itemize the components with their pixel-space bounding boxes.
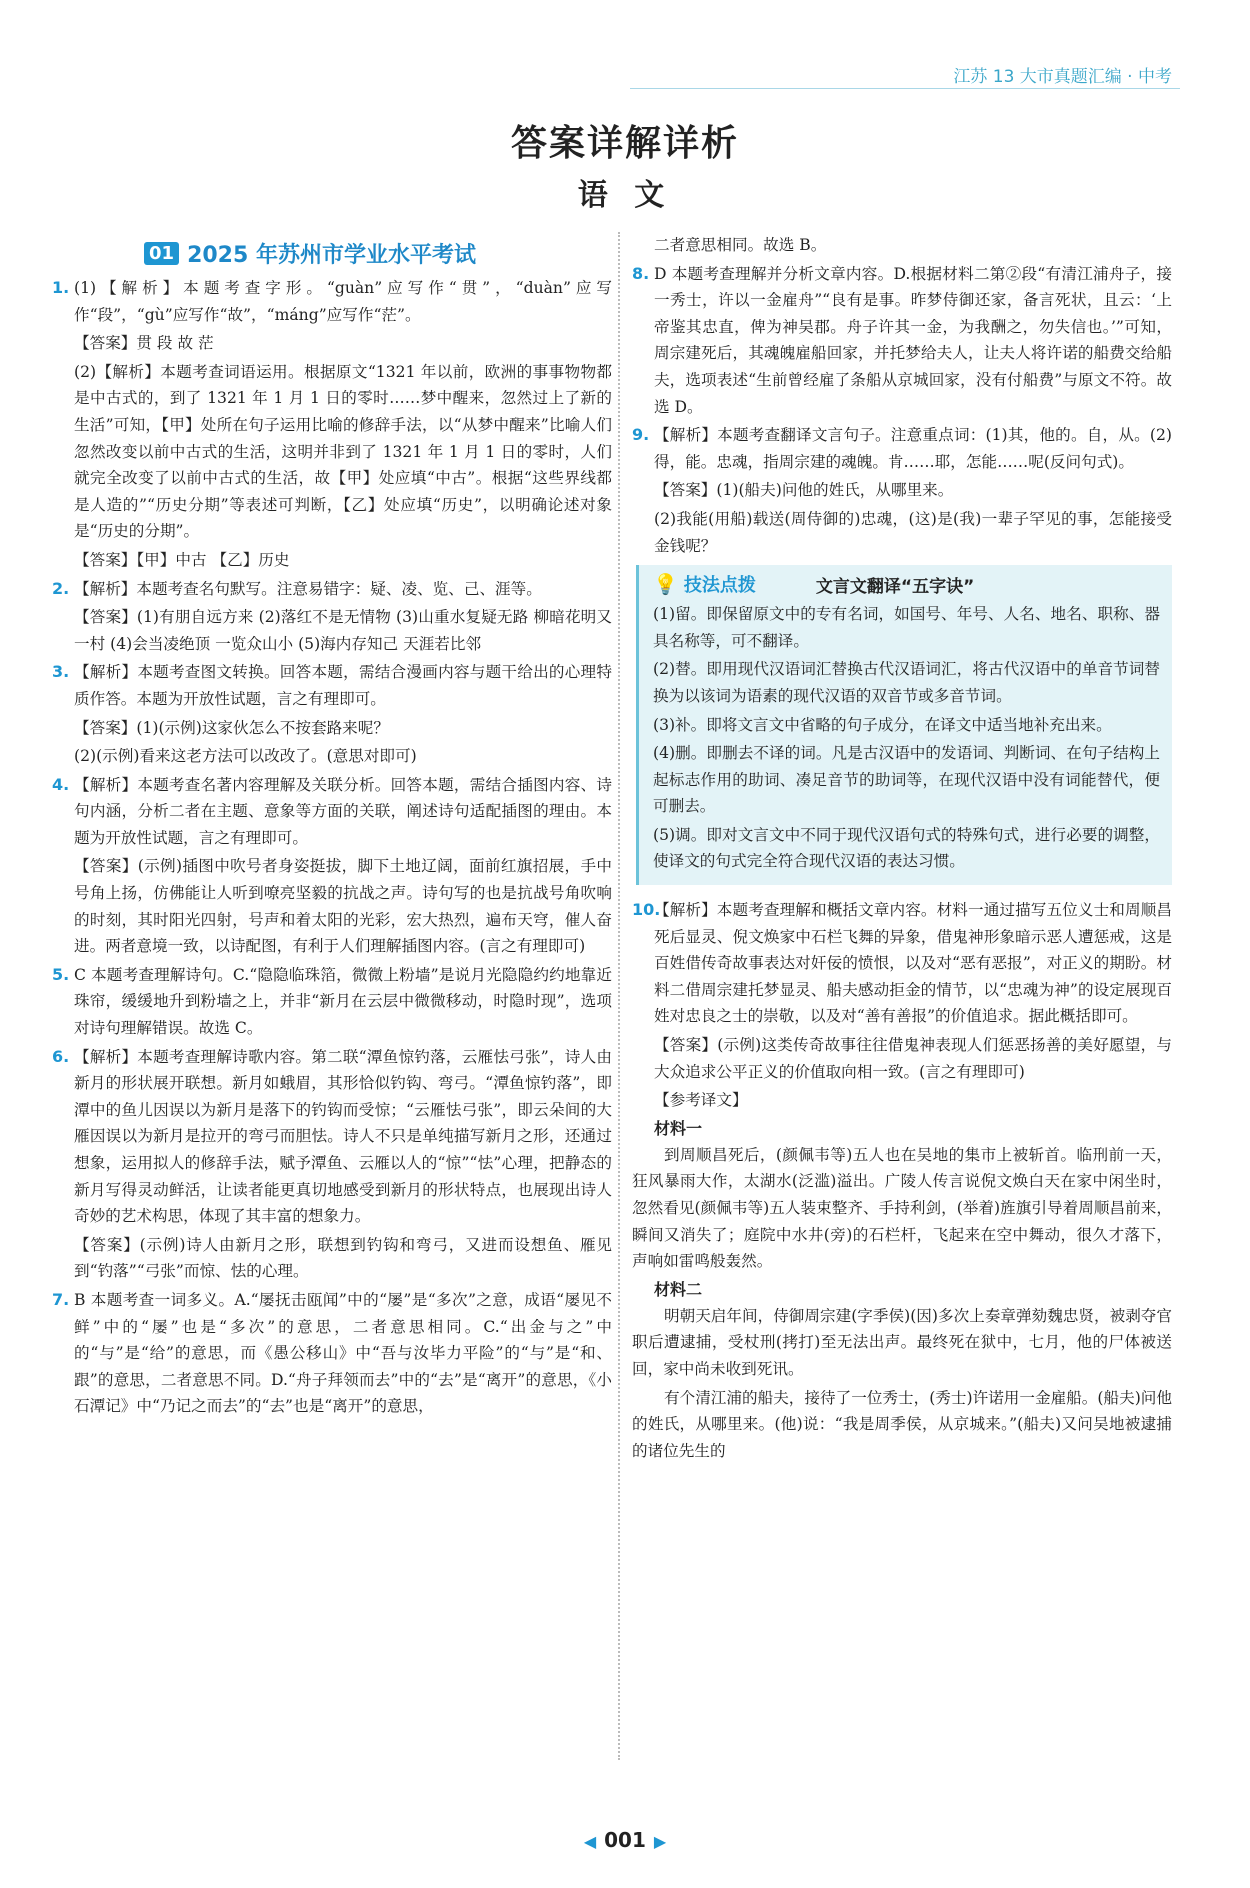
answer-text: 【解析】本题考查理解和概括文章内容。材料一通过描写五位义士和周顺昌死后显灵、倪文焕家中石栏飞舞的异象，借鬼神形象暗示恶人遭惩戒，这是百姓借传奇故事表达对奸佞的愤恨，以及对“恶有恶报”，对正义的期盼。材料二借周宗建托梦显灵、船夫感动拒金的情节，以“忠魂为神”的设定展现百姓对忠良之士的崇敬，以及对“善有善报”的价值追求。据此概括即可。 xyxy=(654,901,1172,1026)
answer-text: 【解析】本题考查名句默写。注意易错字：疑、凌、览、己、涯等。 xyxy=(74,579,542,598)
answer-text: 【答案】(示例)这类传奇故事往往借鬼神表现人们惩恶扬善的美好愿望，与大众追求公平正义的价值取向相一致。(言之有理即可) xyxy=(654,1036,1172,1081)
answer-text: 【答案】(示例)插图中吹号者身姿挺拔，脚下土地辽阔，面前红旗招展，手中号角上扬，仿佛能让人听到嘹亮坚毅的抗战之声。诗句写的也是抗战号角吹响的时刻，其时阳光四射，号声和着太阳的光彩，宏大热烈，遍布天穹，催人奋进。两者意境一致，以诗配图，有利于人们理解插图内容。(言之有理即可) xyxy=(74,857,612,956)
answer-paragraph xyxy=(52,547,612,574)
question-number: 4. xyxy=(52,774,70,794)
tip-item: (5)调。即对文言文中不同于现代汉语句式的特殊句式，进行必要的调整，使译文的句式完全符合现代汉语的表达习惯。 xyxy=(653,825,1160,871)
tip-item: (4)删。即删去不译的词。凡是古汉语中的发语词、判断词、在句子结构上起标志作用的助词、凑足音节的助词等，在现代汉语中没有词能替代，便可删去。 xyxy=(653,744,1160,816)
answer-paragraph xyxy=(632,261,1172,421)
question-number: 6. xyxy=(52,1046,70,1066)
answer-text: 二者意思相同。故选 B。 xyxy=(654,236,827,254)
answer-text: 【解析】本题考查理解诗歌内容。第二联“潭鱼惊钓落，云雁怯弓张”，诗人由新月的形状展开联想。新月如蛾眉，其形恰似钓钩、弯弓。“潭鱼惊钓落”，即潭中的鱼儿因误以为新月是落下的钓钩而受惊；“云雁怯弓张”，即云朵间的大雁因误以为新月是拉开的弯弓而胆怯。诗人不只是单纯描写新月之形，还通过想象，运用拟人的修辞手法，赋予潭鱼、云雁以人的“惊”“怯”心理，把静态的新月写得灵动鲜活，让读者能更真切地感受到新月的形状特点，也展现出诗人奇妙的艺术构思，体现了其丰富的想象力。 xyxy=(74,1047,612,1226)
answer-paragraph xyxy=(52,659,612,712)
answer-paragraph xyxy=(52,330,612,357)
right-answers xyxy=(632,232,1172,559)
tip-box-header xyxy=(653,571,1160,597)
header-rule xyxy=(630,88,1180,89)
answer-text: (2)【解析】本题考查词语运用。根据原文“1321 年以前，欧洲的事事物物都是中古式的，到了 1321 年 1 月 1 日的零时……梦中醒来，忽然过上了新的生活”可知，【甲】处所在句子运用比喻的修辞手法，以“从梦中醒来”比喻人们忽然改变以前中古式的生活，这明并非到了 1321 年 1 月 1 日的零时，人们就完全改变了以前中古式的生活，故【甲】处应填“中古”。根据“这些界线都是人造的”“历史分期”等表述可判断，【乙】处应填“历史”，以明确论述对象是“历史的分期”。 xyxy=(74,362,612,541)
left-column xyxy=(52,232,612,1422)
answer-paragraph xyxy=(52,743,612,770)
answer-paragraph xyxy=(632,1087,1172,1114)
series-header: 江苏 13 大市真题汇编 · 中考 xyxy=(953,67,1172,87)
answer-text: 【解析】本题考查图文转换。回答本题，需结合漫画内容与题干给出的心理特质作答。本题为开放性试题，言之有理即可。 xyxy=(74,663,612,708)
answer-paragraph xyxy=(52,1044,612,1230)
tip-box xyxy=(636,565,1172,885)
answer-text: 【答案】(1)(船夫)问他的姓氏，从哪里来。 xyxy=(654,481,954,500)
answer-text: 【答案】【甲】中古 【乙】历史 xyxy=(74,550,290,569)
material2-paragraph: 明朝天启年间，侍御周宗建(字季侯)(因)多次上奏章弹劾魏忠贤，被剥夺官职后遭逮捕，受杖刑(拷打)至无法出声。最终死在狱中，七月，他的尸体被送回，家中尚未收到死讯。 xyxy=(632,1306,1172,1378)
answer-paragraph xyxy=(632,1032,1172,1085)
answer-text: B 本题考查一词多义。A.“屡抚击瓯闻”中的“屡”是“多次”之意，成语“屡见不鲜”中的“屡”也是“多次”的意思，二者意思相同。C.“出金与之”中的“与”是“给”的意思，而《愚公移山》中“吾与汝毕力平险”的“与”是“和、跟”的意思，二者意思不同。D.“舟子拜领而去”中的“去”是“离开”的意思，《小石潭记》中“乃记之而去”的“去”也是“离开”的意思， xyxy=(74,1290,612,1416)
answer-paragraph xyxy=(52,853,612,959)
material2-paragraph: 有个清江浦的船夫，接待了一位秀士，(秀士)许诺用一金雇船。(船夫)问他的姓氏，从哪里来。(他)说：“我是周季侯，从京城来。”(船夫)又问吴地被逮捕的诸位先生的 xyxy=(632,1388,1172,1460)
answer-paragraph xyxy=(52,772,612,852)
question-number: 3. xyxy=(52,662,70,682)
answer-text: (1)【解析】本题考查字形。“guàn”应写作“贯”，“duàn”应写作“段”，“gù”应写作“故”，“máng”应写作“茫”。 xyxy=(74,279,612,324)
question-number: 7. xyxy=(52,1289,70,1309)
section-heading xyxy=(144,238,612,269)
answer-paragraph xyxy=(52,715,612,742)
lightbulb-icon: 💡 xyxy=(653,572,678,597)
section-title: 2025 年苏州市学业水平考试 xyxy=(187,243,476,268)
answer-paragraph xyxy=(52,275,612,328)
question-number: 2. xyxy=(52,578,70,598)
question-number: 1. xyxy=(52,278,70,297)
answer-paragraph xyxy=(632,232,1172,259)
material2-text xyxy=(632,1303,1172,1465)
page-number xyxy=(0,1828,1250,1852)
question-number: 9. xyxy=(632,425,650,445)
answer-text: 【答案】贯 段 故 茫 xyxy=(74,334,214,353)
answer-paragraph xyxy=(52,962,612,1042)
answer-text: D 本题考查理解并分析文章内容。D.根据材料二第②段“有清江浦舟子，接一秀士，许以一金雇舟”“良有是事。昨梦侍御还家，备言死状，且云：‘上帝鉴其忠直，俾为神吴郡。舟子许其一金，为我酬之，勿失信也。’”可知，周宗建死后，其魂魄雇船回家，并托梦给夫人，让夫人将许诺的船费交给船夫，选项表述“生前曾经雇了条船从京城回家，没有付船费”与原文不符。故选 D。 xyxy=(654,264,1172,416)
prev-arrow-icon: ◀ xyxy=(583,1832,597,1851)
answer-text: 【解析】本题考查翻译文言句子。注意重点词：(1)其，他的。自，从。(2)得，能。忠魂，指周宗建的魂魄。肯……耶，怎能……呢(反问句式)。 xyxy=(654,426,1172,471)
section-number: 01 xyxy=(144,242,179,265)
next-arrow-icon: ▶ xyxy=(653,1832,667,1851)
material1-label: 材料一 xyxy=(654,1118,703,1138)
answer-text: 【答案】(1)有朋自远方来 (2)落红不是无情物 (3)山重水复疑无路 柳暗花明又一村 (4)会当凌绝顶 一览众山小 (5)海内存知己 天涯若比邻 xyxy=(74,608,612,653)
question-number: 10. xyxy=(632,900,661,920)
tip-item: (2)替。即用现代汉语词汇替换古代汉语词汇，将古代汉语中的单音节词替换为以该词为语素的现代汉语的双音节或多音节词。 xyxy=(653,660,1160,705)
answer-paragraph xyxy=(632,477,1172,504)
column-divider xyxy=(618,232,620,1760)
answer-paragraph xyxy=(52,604,612,657)
answer-text: C 本题考查理解诗句。C.“隐隐临珠箔，微微上粉墙”是说月光隐隐约约地靠近珠帘，缓缓地升到粉墙之上，并非“新月在云层中微微移动，时隐时现”，选项对诗句理解错误。故选 C。 xyxy=(74,965,612,1038)
question-number: 5. xyxy=(52,964,70,984)
material1-text: 到周顺昌死后，(颜佩韦等)五人也在吴地的集市上被斩首。临刑前一天，狂风暴雨大作，太湖水(泛滥)溢出。广陵人传言说倪文焕白天在家中闲坐时，忽然看见(颜佩韦等)五人装束整齐、手持利剑，(举着)旌旗引导着周顺昌前来，瞬间又消失了；庭院中水井(旁)的石栏杆，飞起来在空中舞动，很久才落下，声响如雷鸣般轰然。 xyxy=(632,1145,1172,1271)
tip-item: (1)留。即保留原文中的专有名词，如国号、年号、人名、地名、职称、器具名称等，可不翻译。 xyxy=(653,605,1160,650)
question-10 xyxy=(632,897,1172,1114)
answer-text: 【解析】本题考查名著内容理解及关联分析。回答本题，需结合插图内容、诗句内涵，分析二者在主题、意象等方面的关联，阐述诗句适配插图的理由。本题为开放性试题，言之有理即可。 xyxy=(74,775,612,847)
answer-paragraph xyxy=(52,1232,612,1285)
answer-paragraph xyxy=(52,359,612,545)
answer-paragraph xyxy=(52,576,612,603)
left-answers xyxy=(52,275,612,1420)
tip-items xyxy=(653,601,1160,875)
material2-label: 材料二 xyxy=(654,1279,703,1299)
page-number-text: 001 xyxy=(604,1828,646,1852)
tip-box-label: 技法点拨 xyxy=(683,575,756,597)
question-number: 8. xyxy=(632,263,650,283)
page-subtitle: 语 文 xyxy=(577,178,673,213)
answer-text: 【答案】(示例)诗人由新月之形，联想到钓钩和弯弓，又进而设想鱼、雁见到“钓落”“弓张”而惊、怯的心理。 xyxy=(74,1235,612,1281)
page-title: 答案详解详析 xyxy=(510,123,739,164)
answer-text: (2)(示例)看来这老方法可以改改了。(意思对即可) xyxy=(74,747,417,766)
answer-paragraph xyxy=(52,1287,612,1420)
right-column xyxy=(632,232,1172,1466)
tip-item: (3)补。即将文言文中省略的句子成分，在译文中适当地补充出来。 xyxy=(653,715,1112,734)
tip-box-heading: 文言文翻译“五字诀” xyxy=(815,576,975,597)
answer-paragraph xyxy=(632,506,1172,559)
answer-text: 【答案】(1)(示例)这家伙怎么不按套路来呢？ xyxy=(74,718,389,737)
answer-paragraph xyxy=(632,897,1172,1030)
answer-text: 【参考译文】 xyxy=(654,1091,748,1110)
answer-text: (2)我能(用船)载送(周侍御的)忠魂，(这)是(我)一辈子罕见的事，怎能接受金钱呢？ xyxy=(654,509,1172,555)
answer-paragraph xyxy=(632,422,1172,475)
